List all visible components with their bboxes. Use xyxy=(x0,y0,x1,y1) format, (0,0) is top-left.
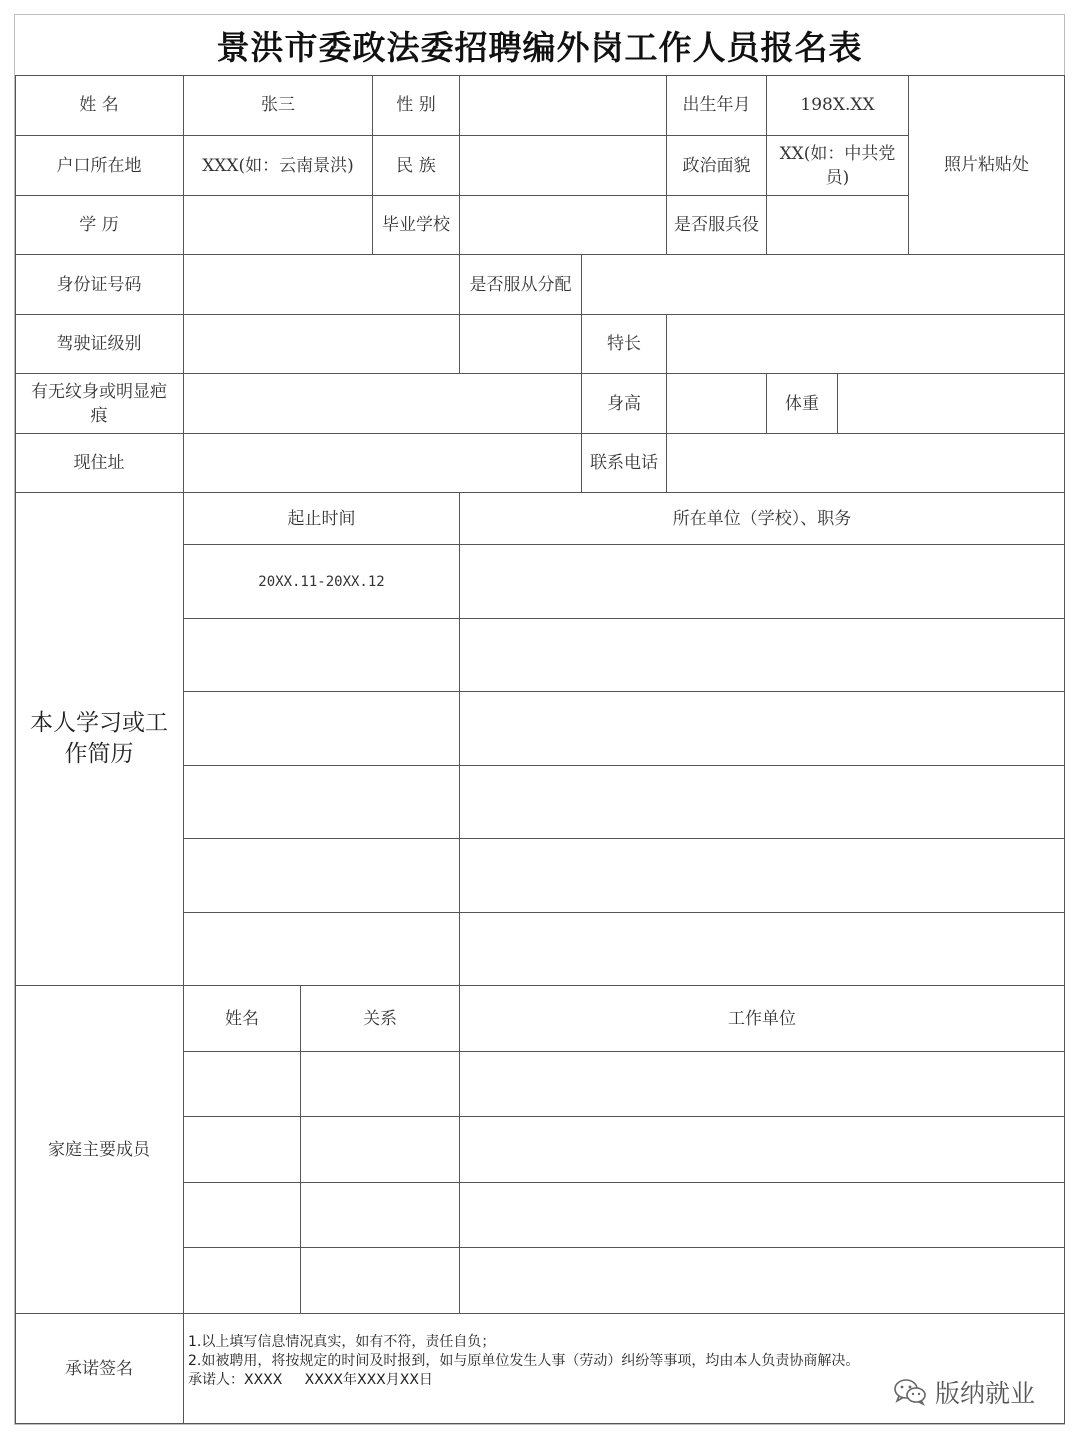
resume-unit-cell[interactable] xyxy=(460,839,1065,913)
tattoo-value[interactable] xyxy=(184,374,582,434)
ethnicity-value[interactable] xyxy=(460,136,667,196)
height-value[interactable] xyxy=(667,374,767,434)
family-relation-cell[interactable] xyxy=(301,1117,460,1183)
pledge-label: 承诺签名 xyxy=(15,1314,184,1424)
license-value[interactable] xyxy=(184,315,460,374)
pledge-line-2: 2.如被聘用，将按规定的时间及时报到，如与原单位发生人事（劳动）纠纷等事项，均由本人负责协商解决。 xyxy=(188,1353,860,1369)
birth-label: 出生年月 xyxy=(667,75,767,136)
family-name-cell[interactable] xyxy=(184,1117,301,1183)
form-title: 景洪市委政法委招聘编外岗工作人员报名表 xyxy=(15,15,1064,76)
height-label: 身高 xyxy=(582,374,667,434)
family-work-cell[interactable] xyxy=(460,1248,1065,1314)
gender-value[interactable] xyxy=(460,75,667,136)
resume-unit-cell[interactable] xyxy=(460,545,1065,619)
military-value[interactable] xyxy=(767,196,909,255)
family-relation-cell[interactable] xyxy=(301,1183,460,1248)
assign-value[interactable] xyxy=(582,255,1065,315)
education-label: 学 历 xyxy=(15,196,184,255)
political-value[interactable]: XX(如：中共党员) xyxy=(767,136,909,196)
resume-period-cell[interactable] xyxy=(184,692,460,766)
watermark-text: 版纳就业 xyxy=(935,1379,1036,1408)
family-col-name: 姓名 xyxy=(184,986,301,1052)
resume-period-cell[interactable] xyxy=(184,766,460,839)
family-name-cell[interactable] xyxy=(184,1052,301,1117)
license-label: 驾驶证级别 xyxy=(15,315,184,374)
ethnicity-label: 民 族 xyxy=(373,136,460,196)
education-value[interactable] xyxy=(184,196,373,255)
wechat-icon xyxy=(893,1378,927,1406)
resume-unit-cell[interactable] xyxy=(460,692,1065,766)
family-work-cell[interactable] xyxy=(460,1117,1065,1183)
resume-col-period: 起止时间 xyxy=(184,493,460,545)
phone-label: 联系电话 xyxy=(582,434,667,493)
name-value[interactable]: 张三 xyxy=(184,75,373,136)
family-work-cell[interactable] xyxy=(460,1052,1065,1117)
pledge-line-1: 1.以上填写信息情况真实，如有不符，责任自负； xyxy=(188,1334,496,1350)
resume-unit-cell[interactable] xyxy=(460,766,1065,839)
family-col-relation: 关系 xyxy=(301,986,460,1052)
phone-value[interactable] xyxy=(667,434,1065,493)
photo-area: 照片粘贴处 xyxy=(909,75,1065,255)
address-label: 现住址 xyxy=(15,434,184,493)
resume-section-label: 本人学习或工作简历 xyxy=(15,493,184,986)
birth-value[interactable]: 198X.XX xyxy=(767,75,909,136)
resume-period-cell[interactable]: 20XX.11-20XX.12 xyxy=(184,545,460,619)
family-work-cell[interactable] xyxy=(460,1183,1065,1248)
family-name-cell[interactable] xyxy=(184,1248,301,1314)
military-label: 是否服兵役 xyxy=(667,196,767,255)
weight-value[interactable] xyxy=(838,374,1065,434)
id-label: 身份证号码 xyxy=(15,255,184,315)
weight-label: 体重 xyxy=(767,374,838,434)
hukou-value[interactable]: XXX(如：云南景洪) xyxy=(184,136,373,196)
political-label: 政治面貌 xyxy=(667,136,767,196)
hukou-label: 户口所在地 xyxy=(15,136,184,196)
specialty-value[interactable] xyxy=(667,315,1065,374)
assign-label: 是否服从分配 xyxy=(460,255,582,315)
pledge-line-3: 承诺人：XXXX XXXX年XXX月XX日 xyxy=(188,1372,433,1388)
resume-col-unit: 所在单位（学校）、职务 xyxy=(460,493,1065,545)
id-value[interactable] xyxy=(184,255,460,315)
resume-unit-cell[interactable] xyxy=(460,913,1065,986)
school-value[interactable] xyxy=(460,196,667,255)
family-section-label: 家庭主要成员 xyxy=(15,986,184,1314)
family-name-cell[interactable] xyxy=(184,1183,301,1248)
family-relation-cell[interactable] xyxy=(301,1248,460,1314)
family-relation-cell[interactable] xyxy=(301,1052,460,1117)
resume-unit-cell[interactable] xyxy=(460,619,1065,692)
gender-label: 性 别 xyxy=(373,75,460,136)
resume-period-cell[interactable] xyxy=(184,619,460,692)
license-extra-cell[interactable] xyxy=(460,315,582,374)
resume-period-cell[interactable] xyxy=(184,839,460,913)
watermark xyxy=(893,1374,1035,1410)
address-value[interactable] xyxy=(184,434,582,493)
name-label: 姓 名 xyxy=(15,75,184,136)
school-label: 毕业学校 xyxy=(373,196,460,255)
family-col-work: 工作单位 xyxy=(460,986,1065,1052)
tattoo-label: 有无纹身或明显疤痕 xyxy=(15,374,184,434)
specialty-label: 特长 xyxy=(582,315,667,374)
resume-period-cell[interactable] xyxy=(184,913,460,986)
